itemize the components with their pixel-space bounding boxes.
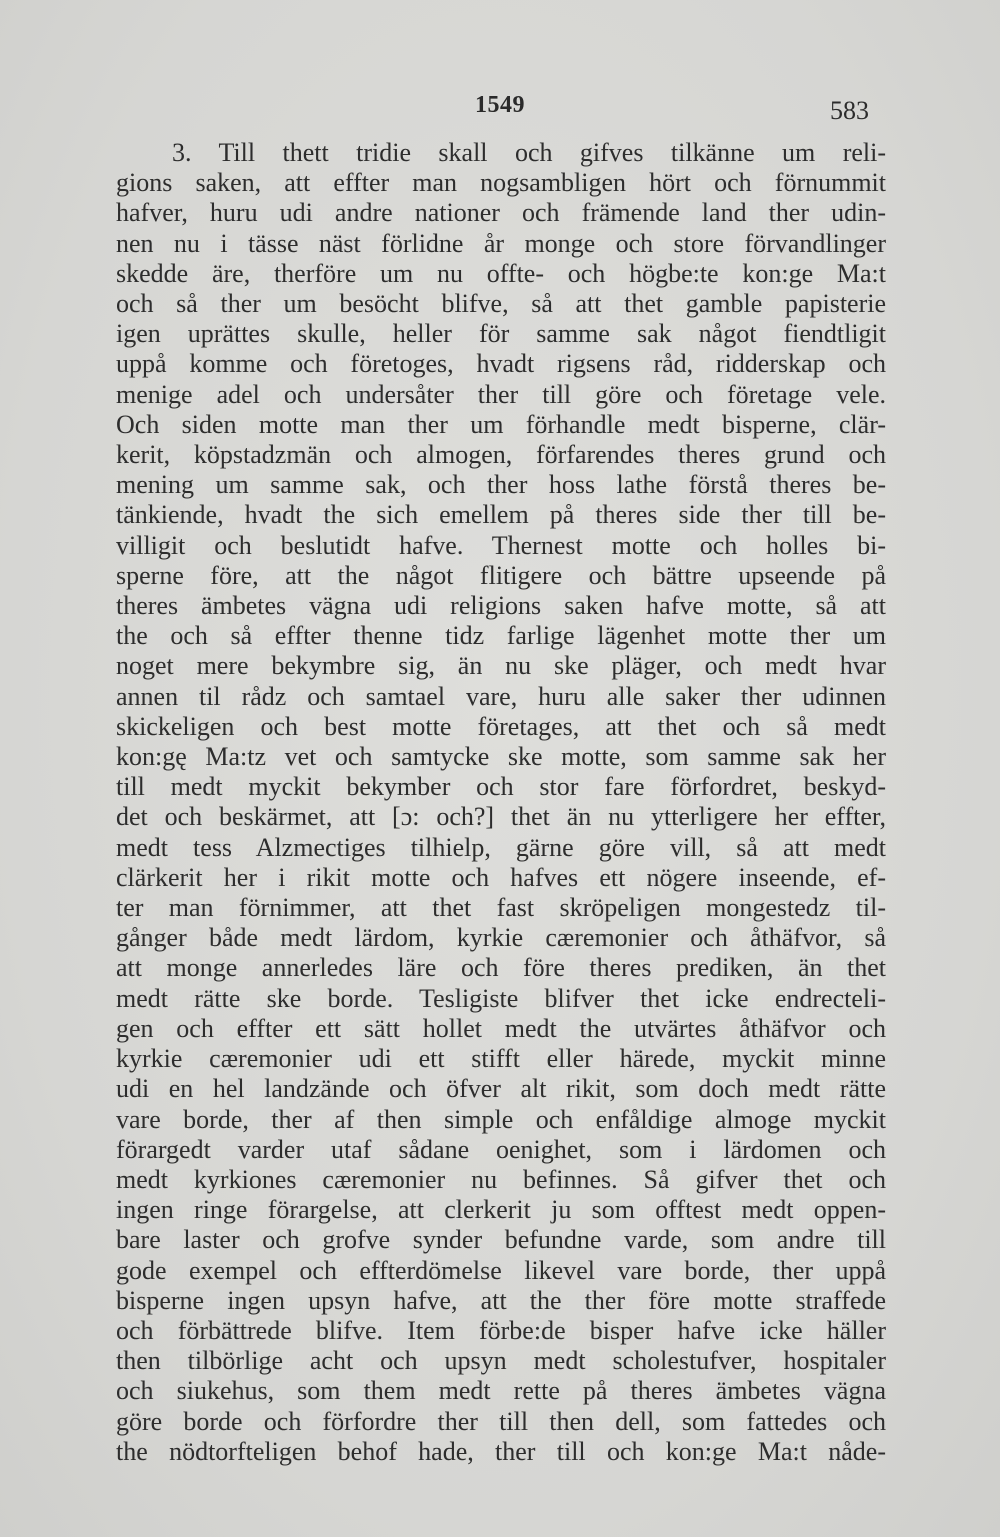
text-line: skickeligen och best motte företages, att thet och så medt	[116, 711, 886, 741]
text-line: ingen ringe förargelse, att clerkerit ju som offtest medt oppen-	[116, 1195, 886, 1225]
text-line: uppå komme och företoges, hvadt rigsens råd, ridderskap och	[116, 349, 886, 379]
text-line: ter man förnimmer, att thet fast skröpeligen mongestedz til-	[116, 893, 886, 923]
text-line: skedde äre, therföre um nu offte- och högbe:te kon:ge Ma:t	[116, 258, 886, 288]
text-line: bisperne ingen upsyn hafve, att the ther före motte straffede	[116, 1285, 886, 1315]
text-line: noget mere bekymbre sig, än nu ske pläger, och medt hvar	[116, 651, 886, 681]
page-number: 583	[830, 96, 869, 125]
text-line: och siukehus, som them medt rette på theres ämbetes vägna	[116, 1376, 886, 1406]
running-head-year: 1549	[475, 92, 525, 118]
text-line: the och så effter thenne tidz farlige lägenhet motte ther um	[116, 621, 886, 651]
text-line: igen uprättes skulle, heller för samme sak något fiendtligit	[116, 319, 886, 349]
text-line: clärkerit her i rikit motte och hafves ett nögere inseende, ef-	[116, 862, 886, 892]
text-line: vare borde, ther af then simple och enfåldige almoge myckit	[116, 1104, 886, 1134]
text-line: att monge annerledes läre och före theres prediken, än thet	[116, 953, 886, 983]
text-line: kerit, köpstadzmän och almogen, förfarendes theres grund och	[116, 440, 886, 470]
text-line: medt tess Alzmectiges tilhielp, gärne göre vill, så att medt	[116, 832, 886, 862]
text-line: medt rätte ske borde. Tesligiste blifver thet icke endrecteli-	[116, 983, 886, 1013]
text-line: till medt myckit bekymber och stor fare förfordret, beskyd-	[116, 772, 886, 802]
text-line: menige adel och undersåter ther till göre och företage vele.	[116, 379, 886, 409]
text-line: medt kyrkiones cæremonier nu befinnes. Så gifver thet och	[116, 1164, 886, 1194]
text-line: annen til rådz och samtael vare, huru alle saker ther udinnen	[116, 681, 886, 711]
text-line: mening um samme sak, och ther hoss lathe förstå theres be-	[116, 470, 886, 500]
text-line: gen och effter ett sätt hollet medt the utvärtes åthäfvor och	[116, 1013, 886, 1043]
text-line: och så ther um besöcht blifve, så att thet gamble papisterie	[116, 289, 886, 319]
text-line: det och beskärmet, att [ɔ: och?] thet än nu ytterligere her effter,	[116, 802, 886, 832]
text-line: theres ämbetes vägna udi religions saken hafve motte, så att	[116, 591, 886, 621]
text-line: tänkiende, hvadt the sich emellem på theres side ther till be-	[116, 500, 886, 530]
text-line: kyrkie cæremonier udi ett stifft eller härede, myckit minne	[116, 1044, 886, 1074]
text-line: hafver, huru udi andre nationer och främende land ther udin-	[116, 198, 886, 228]
text-line: gions saken, att effter man nogsambligen hört och förnummit	[116, 168, 886, 198]
text-line: villigit och beslutidt hafve. Thernest motte och holles bi-	[116, 530, 886, 560]
body-text	[116, 138, 886, 1467]
text-line: 3. Till thett tridie skall och gifves tilkänne um reli-	[172, 138, 886, 167]
text-line: the nödtorfteligen behof hade, ther till och kon:ge Ma:t nåde-	[116, 1436, 886, 1466]
text-line: gånger både medt lärdom, kyrkie cæremonier och åthäfvor, så	[116, 923, 886, 953]
text-line: nen nu i tässe näst förlidne år monge och store förvandlinger	[116, 228, 886, 258]
text-line: kon:gę Ma:tz vet och samtycke ske motte, som samme sak her	[116, 742, 886, 772]
text-line: Och siden motte man ther um förhandle medt bisperne, clär-	[116, 409, 886, 439]
text-line: gode exempel och effterdömelse likevel vare borde, ther uppå	[116, 1255, 886, 1285]
text-line: göre borde och förfordre ther till then dell, som fattedes och	[116, 1406, 886, 1436]
text-line: sperne före, att the något flitigere och bättre upseende på	[116, 560, 886, 590]
text-line: then tilbörlige acht och upsyn medt scholestufver, hospitaler	[116, 1346, 886, 1376]
text-line: bare laster och grofve synder befundne varde, som andre till	[116, 1225, 886, 1255]
text-line: förargedt varder utaf sådane oenighet, som i lärdomen och	[116, 1134, 886, 1164]
text-line: udi en hel landzände och öfver alt rikit, som doch medt rätte	[116, 1074, 886, 1104]
text-line: och förbättrede blifve. Item förbe:de bisper hafve icke häller	[116, 1315, 886, 1345]
